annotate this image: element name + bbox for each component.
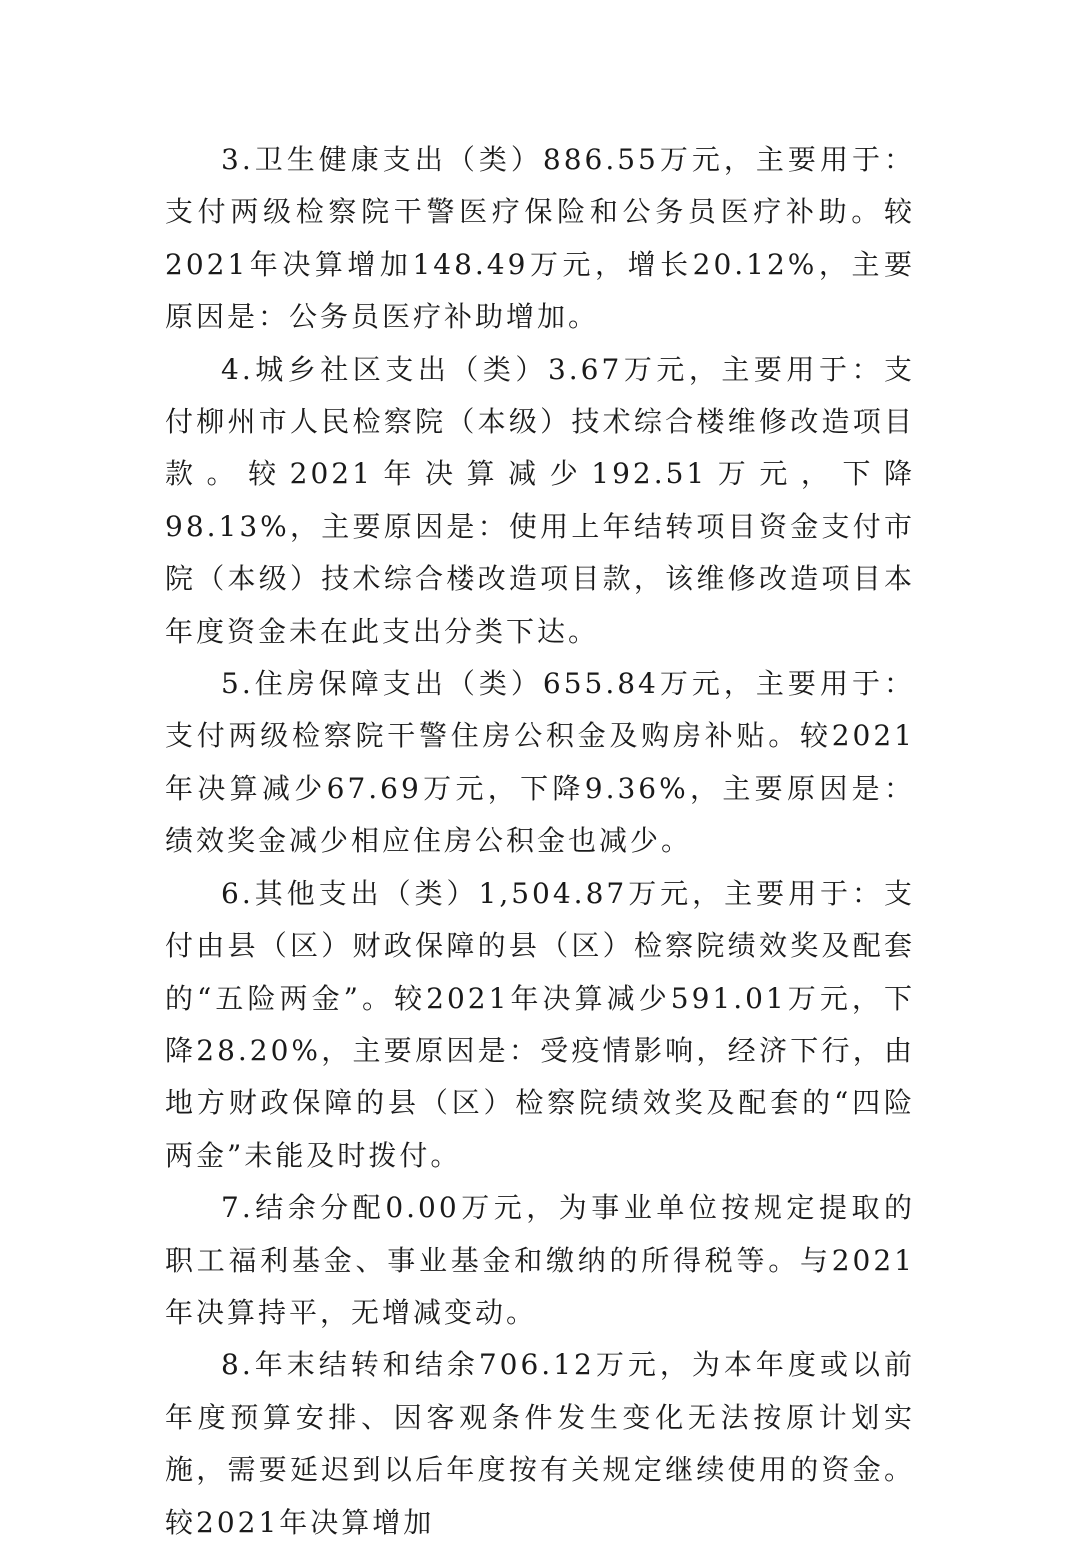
paragraph-community-expenditure: 4.城乡社区支出（类）3.67万元，主要用于：支付柳州市人民检察院（本级）技术综合楼维修改造项目款。较2021年决算减少192.51万元，下降98.13%，主要原因是：使用上年结转项目资金支付市院（本级）技术综合楼改造项目款，该维修改造项目本年度资金未在此支出分类下达。	[165, 352, 915, 648]
paragraph-year-end-carryover: 8.年末结转和结余706.12万元，为本年度或以前年度预算安排、因客观条件发生变化无法按原计划实施，需要延迟到以后年度按有关规定继续使用的资金。较2021年决算增加	[165, 1348, 915, 1539]
paragraph-other-expenditure: 6.其他支出（类）1,504.87万元，主要用于：支付由县（区）财政保障的县（区）检察院绩效奖及配套的“五险两金”。较2021年决算减少591.01万元，下降28.20%，主要原因是：受疫情影响，经济下行，由地方财政保障的县（区）检察院绩效奖及配套的“四险两金”未能及时拨付。	[165, 876, 915, 1172]
paragraph-surplus-distribution: 7.结余分配0.00万元，为事业单位按规定提取的职工福利基金、事业基金和缴纳的所得税等。与2021年决算持平，无增减变动。	[165, 1191, 915, 1329]
document-body	[165, 134, 915, 1549]
paragraph-health-expenditure: 3.卫生健康支出（类）886.55万元，主要用于：支付两级检察院干警医疗保险和公务员医疗补助。较2021年决算增加148.49万元，增长20.12%，主要原因是：公务员医疗补助增加。	[165, 143, 915, 334]
paragraph-housing-expenditure: 5.住房保障支出（类）655.84万元，主要用于：支付两级检察院干警住房公积金及购房补贴。较2021年决算减少67.69万元，下降9.36%，主要原因是：绩效奖金减少相应住房公积金也减少。	[165, 667, 915, 858]
